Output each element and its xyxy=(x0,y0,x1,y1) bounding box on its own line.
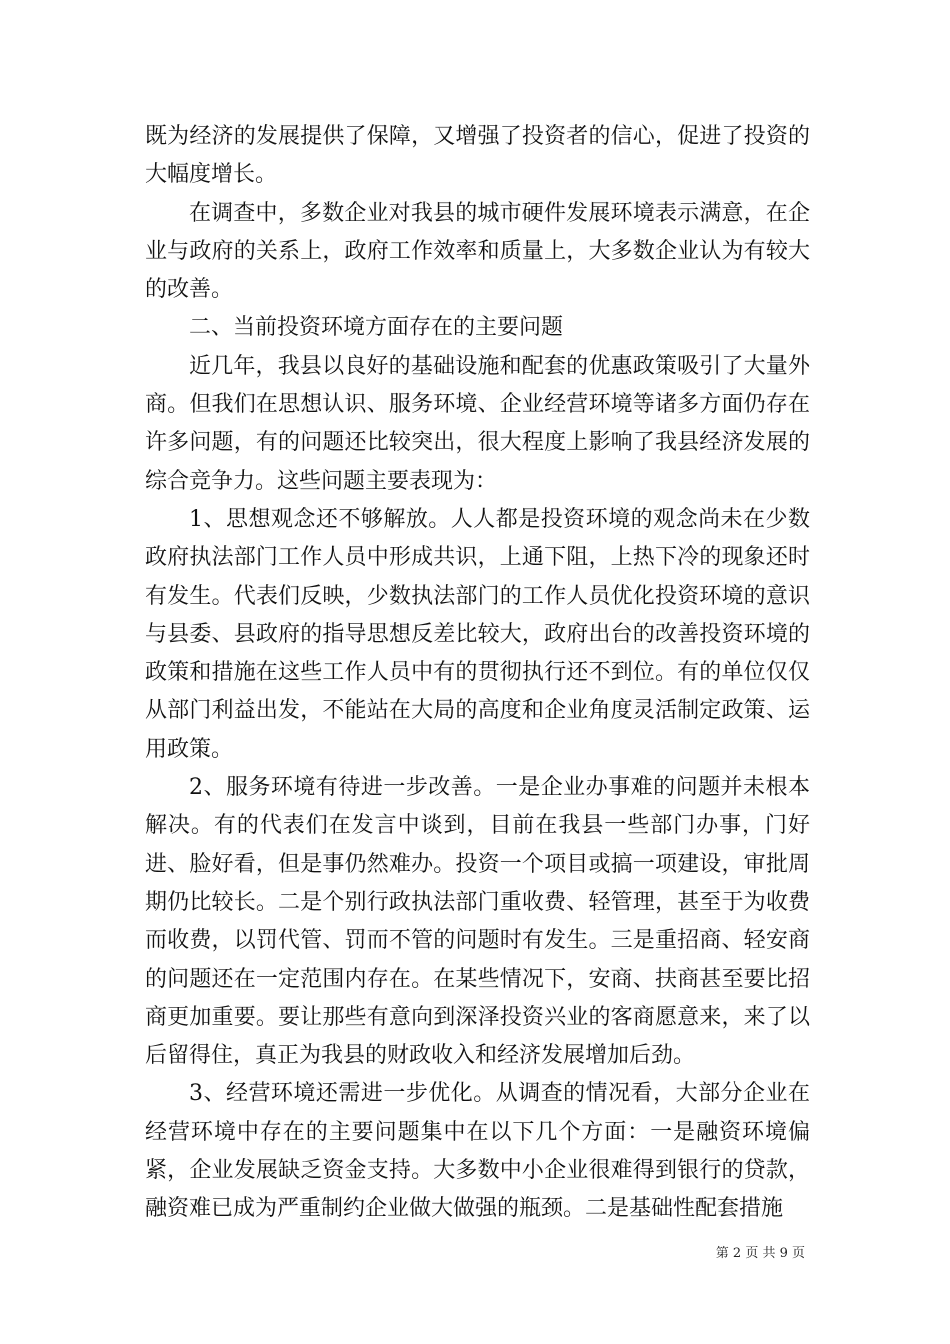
section-heading: 二、当前投资环境方面存在的主要问题 xyxy=(189,315,564,341)
paragraph-1: 既为经济的发展提供了保障，又增强了投资者的信心，促进了投资的大幅度增长。 xyxy=(145,124,810,188)
paragraph-5: 2、服务环境有待进一步改善。一是企业办事难的问题并未根本解决。有的代表们在发言中谈到，目前在我县一些部门办事，门好进、脸好看，但是事仍然难办。投资一个项目或搞一项建设，审批周期仍比较长。二是个别行政执法部门重收费、轻管理，甚至于为收费而收费，以罚代管、罚而不管的问题时有发生。三是重招商、轻安商的问题还在一定范围内存在。在某些情况下，安商、扶商甚至要比招商更加重要。要让那些有意向到深泽投资兴业的客商愿意来，来了以后留得住，真正为我县的财政收入和经济发展增加后劲。 xyxy=(145,775,810,1069)
paragraph-3: 近几年，我县以良好的基础设施和配套的优惠政策吸引了大量外商。但我们在思想认识、服务环境、企业经营环境等诸多方面仍存在许多问题，有的问题还比较突出，很大程度上影响了我县经济发展的综合竞争力。这些问题主要表现为： xyxy=(145,353,810,494)
paragraph-4: 1、思想观念还不够解放。人人都是投资环境的观念尚未在少数政府执法部门工作人员中形成共识，上通下阻，上热下冷的现象还时有发生。代表们反映，少数执法部门的工作人员优化投资环境的意识与县委、县政府的指导思想反差比较大，政府出台的改善投资环境的政策和措施在这些工作人员中有的贯彻执行还不到位。有的单位仅仅从部门利益出发，不能站在大局的高度和企业角度灵活制定政策、运用政策。 xyxy=(145,506,810,762)
document-body xyxy=(145,118,810,1229)
paragraph-6: 3、经营环境还需进一步优化。从调查的情况看，大部分企业在经营环境中存在的主要问题集中在以下几个方面：一是融资环境偏紧，企业发展缺乏资金支持。大多数中小企业很难得到银行的贷款，融资难已成为严重制约企业做大做强的瓶颈。二是基础性配套措施 xyxy=(145,1081,810,1222)
page-number: 第 2 页 共 9 页 xyxy=(715,1246,805,1261)
paragraph-2: 在调查中，多数企业对我县的城市硬件发展环境表示满意，在企业与政府的关系上，政府工作效率和质量上，大多数企业认为有较大的改善。 xyxy=(145,200,810,303)
